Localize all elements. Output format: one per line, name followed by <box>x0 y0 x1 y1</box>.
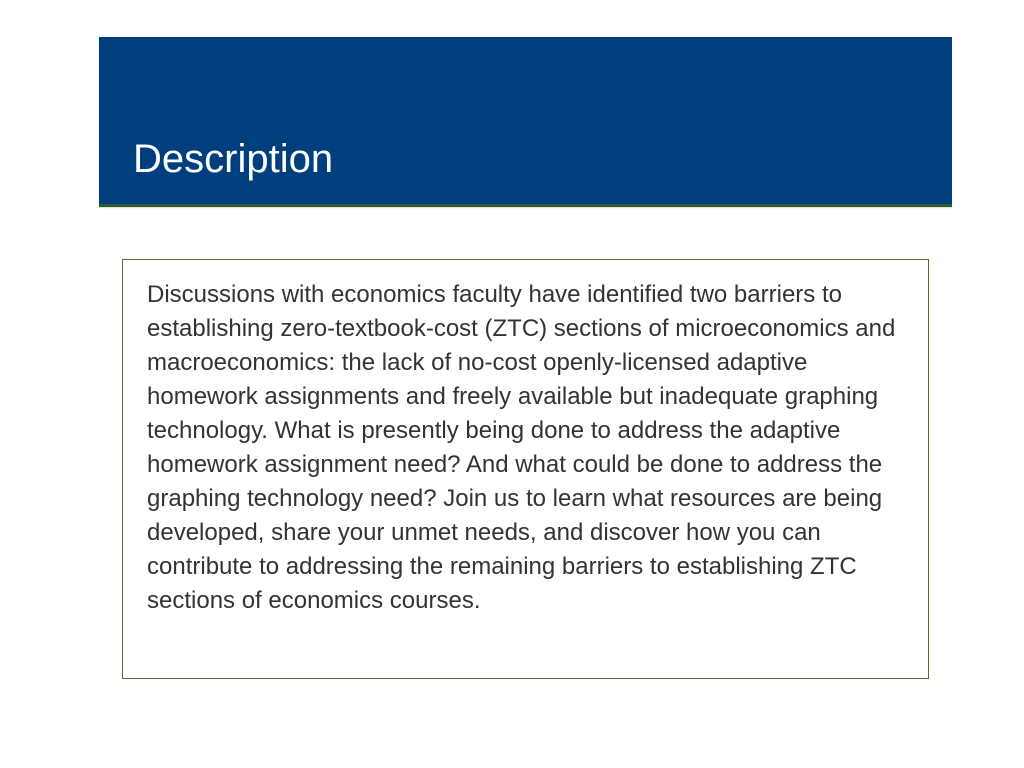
slide-title: Description <box>133 137 334 181</box>
title-bar <box>99 37 952 207</box>
description-text: Discussions with economics faculty have identified two barriers to establishing zero-textbook-cost (ZTC) sections of microeconomics and macroeconomics: the lack of no-cost openly-licensed adaptive homework assignments and freely available but inadequate graphing technology. What is presently being done to address the adaptive homework assignment need? And what could be done to address the graphing technology need? Join us to learn what resources are being developed, share your unmet needs, and discover how you can contribute to addressing the remaining barriers to establishing ZTC sections of economics courses. <box>147 281 896 614</box>
description-box <box>122 259 929 679</box>
